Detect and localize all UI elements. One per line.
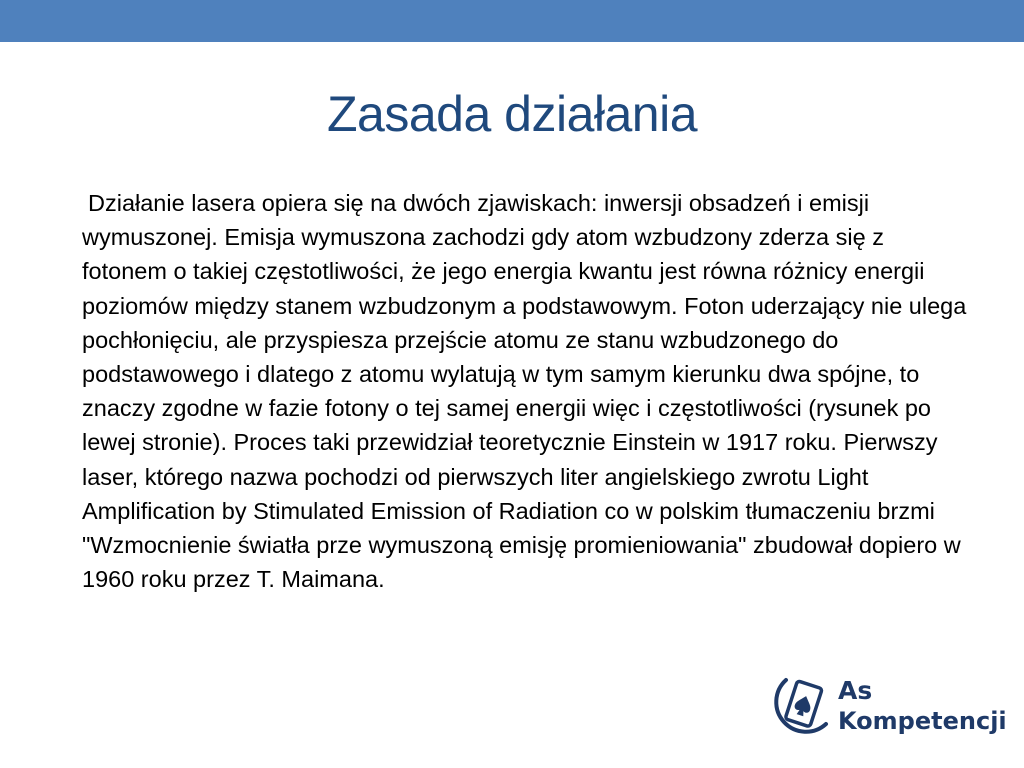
logo-text-as: As [838,676,873,705]
top-accent-bar [0,0,1024,42]
slide-body-text: Działanie lasera opiera się na dwóch zjawiskach: inwersji obsadzeń i emisji wymuszonej. Emisja wymuszona zachodzi gdy atom wzbudzony zderza się z fotonem o takiej częstotliwości, że jego energia kwantu jest równa różnicy energii poziomów między stanem wzbudzonym a podstawowym. Foton uderzający nie ulega pochłonięciu, ale przyspiesza przejście atomu ze stanu wzbudzonego do podstawowego i dlatego z atomu wylatują w tym samym kierunku dwa spójne, to znaczy zgodne w fazie fotony o tej samej energii więc i częstotliwości (rysunek po lewej stronie). Proces taki przewidział teoretycznie Einstein w 1917 roku. Pierwszy laser, którego nazwa pochodzi od pierwszych liter angielskiego zwrotu Light Amplification by Stimulated Emission of Radiation co w polskim tłumaczeniu brzmi "Wzmocnienie światła prze wymuszoną emisję promieniowania" zbudował dopiero w 1960 roku przez T. Maimana. [82,190,967,593]
slide-title: Zasada działania [326,86,698,142]
logo-text-kompetencji: Kompetencji [838,707,1007,735]
spade-card-icon [768,670,834,742]
as-kompetencji-logo[interactable] [768,670,1008,750]
